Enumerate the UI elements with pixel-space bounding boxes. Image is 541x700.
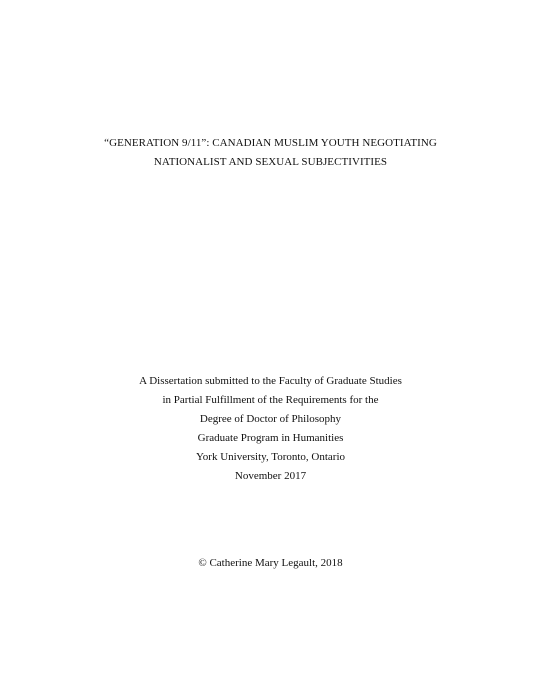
dissertation-title — [0, 134, 541, 172]
submission-line-date: November 2017 — [234, 470, 307, 482]
submission-line-faculty: A Dissertation submitted to the Faculty of Graduate Studies — [139, 375, 402, 387]
submission-line-requirements: in Partial Fulfillment of the Requirements for the — [162, 394, 379, 406]
submission-line-university: York University, Toronto, Ontario — [195, 451, 346, 463]
copyright-notice: © Catherine Mary Legault, 2018 — [198, 557, 343, 569]
title-line-2: NATIONALIST AND SEXUAL SUBJECTIVITIES — [153, 156, 388, 168]
submission-statement — [0, 372, 541, 486]
submission-line-degree: Degree of Doctor of Philosophy — [199, 413, 342, 425]
title-line-1: “GENERATION 9/11”: CANADIAN MUSLIM YOUTH NEGOTIATING — [104, 137, 437, 149]
submission-line-program: Graduate Program in Humanities — [197, 432, 344, 444]
